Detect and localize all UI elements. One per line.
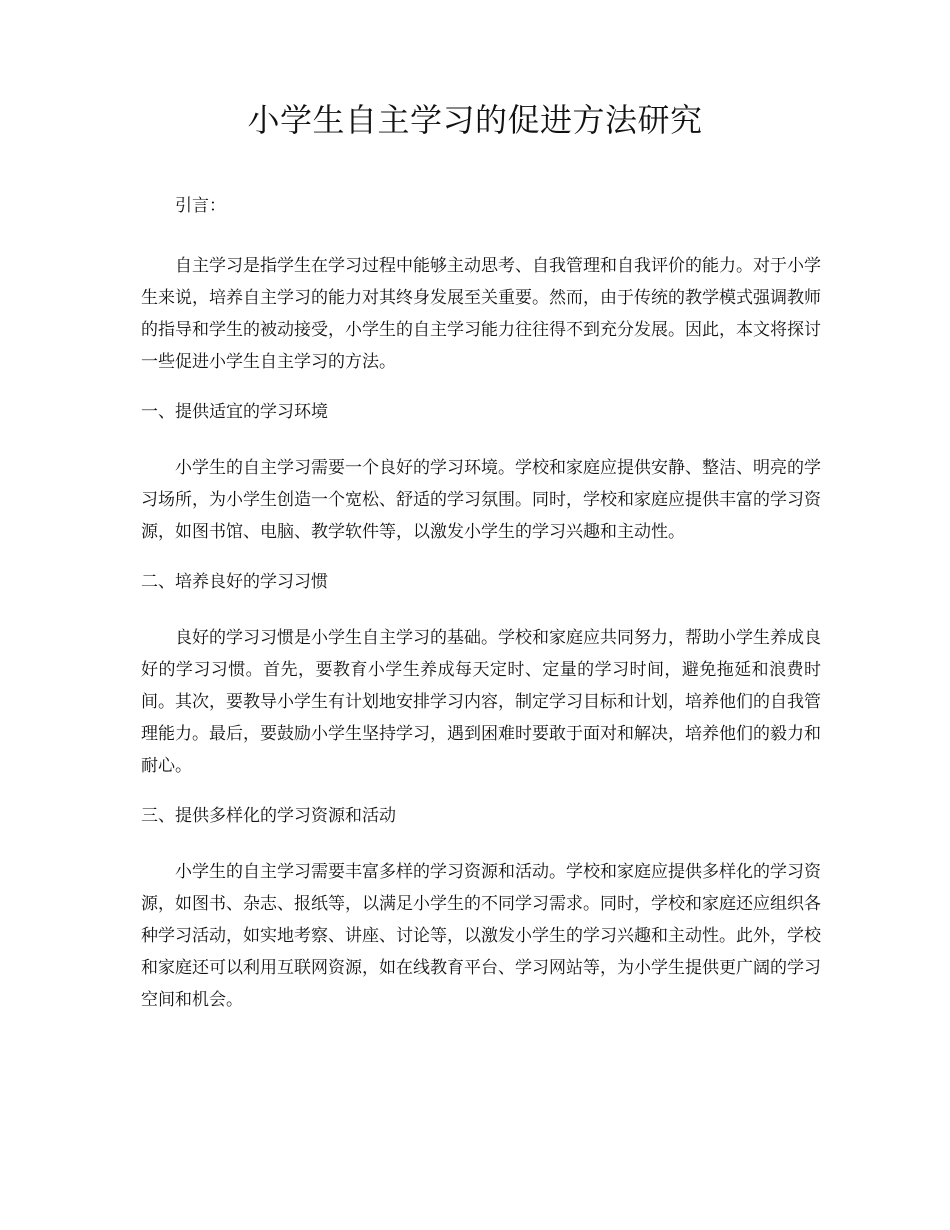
intro-label: 引言： (175, 196, 226, 216)
section-paragraph-1: 小学生的自主学习需要一个良好的学习环境。学校和家庭应提供安静、整洁、明亮的学习场所，为小学生创造一个宽松、舒适的学习氛围。同时，学校和家庭应提供丰富的学习资源，如图书馆、电脑、教学软件等，以激发小学生的学习兴趣和主动性。 (141, 458, 821, 542)
document-title: 小学生自主学习的促进方法研究 (247, 101, 703, 139)
section-heading-1: 一、提供适宜的学习环境 (141, 402, 328, 422)
section-paragraph-3: 小学生的自主学习需要丰富多样的学习资源和活动。学校和家庭应提供多样化的学习资源，如图书、杂志、报纸等，以满足小学生的不同学习需求。同时，学校和家庭还应组织各种学习活动，如实地考察、讲座、讨论等，以激发小学生的学习兴趣和主动性。此外，学校和家庭还可以利用互联网资源，如在线教育平台、学习网站等，为小学生提供更广阔的学习空间和机会。 (141, 862, 821, 1010)
intro-paragraph: 自主学习是指学生在学习过程中能够主动思考、自我管理和自我评价的能力。对于小学生来说，培养自主学习的能力对其终身发展至关重要。然而，由于传统的教学模式强调教师的指导和学生的被动接受，小学生的自主学习能力往往得不到充分发展。因此，本文将探讨一些促进小学生自主学习的方法。 (141, 256, 821, 372)
section-heading-2: 二、培养良好的学习习惯 (141, 572, 328, 592)
document-body (141, 190, 821, 1016)
section-paragraph-2: 良好的学习习惯是小学生自主学习的基础。学校和家庭应共同努力，帮助小学生养成良好的学习习惯。首先，要教育小学生养成每天定时、定量的学习时间，避免拖延和浪费时间。其次，要教导小学生有计划地安排学习内容，制定学习目标和计划，培养他们的自我管理能力。最后，要鼓励小学生坚持学习，遇到困难时要敢于面对和解决，培养他们的毅力和耐心。 (141, 628, 821, 776)
section-heading-3: 三、提供多样化的学习资源和活动 (141, 806, 396, 826)
